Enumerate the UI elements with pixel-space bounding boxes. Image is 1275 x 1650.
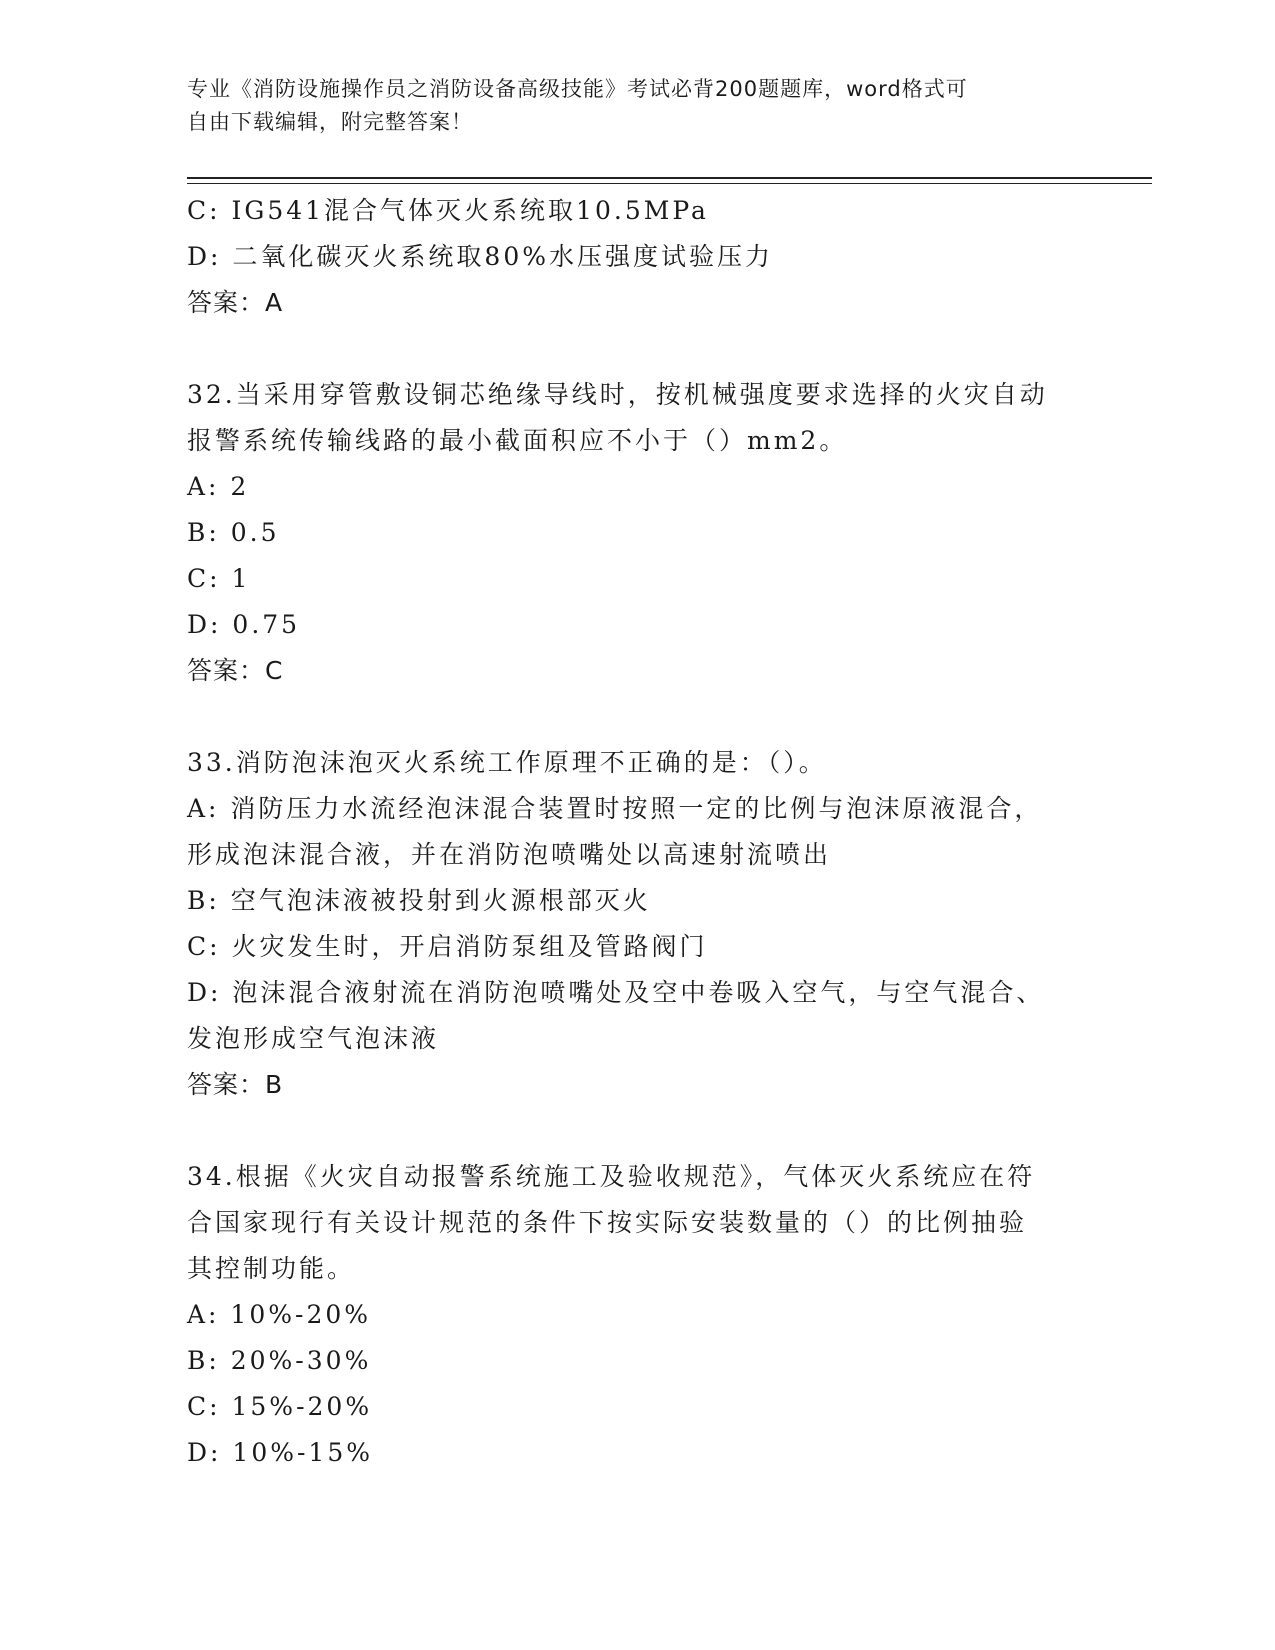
header-rule-thin: [187, 183, 1152, 184]
question-text: 其控制功能。: [187, 1254, 356, 1283]
question-text: 33.消防泡沫泡灭火系统工作原理不正确的是：（）。: [187, 748, 827, 777]
header-line-2: 自由下载编辑，附完整答案！: [187, 110, 473, 134]
option-d: D: 泡沫混合液射流在消防泡喷嘴处及空中卷吸入空气，与空气混合、: [187, 978, 1045, 1007]
option-d: D: 二氧化碳灭火系统取80%水压强度试验压力: [187, 242, 773, 271]
question-text: 32.当采用穿管敷设铜芯绝缘导线时，按机械强度要求选择的火灾自动: [187, 380, 1048, 409]
option-b: B: 20%-30%: [187, 1346, 372, 1375]
answer: 答案：B: [187, 1070, 284, 1099]
answer: 答案：C: [187, 656, 284, 685]
option-d-continued: 发泡形成空气泡沫液: [187, 1024, 440, 1053]
page-header: [187, 73, 1067, 139]
question-text: 合国家现行有关设计规范的条件下按实际安装数量的（）的比例抽验: [187, 1208, 1028, 1237]
option-c: C: IG541混合气体灭火系统取10.5MPa: [187, 196, 709, 225]
option-b: B: 0.5: [187, 518, 280, 547]
option-c: C: 火灾发生时，开启消防泵组及管路阀门: [187, 932, 708, 961]
answer: 答案：A: [187, 288, 284, 317]
option-a-continued: 形成泡沫混合液，并在消防泡喷嘴处以高速射流喷出: [187, 840, 832, 869]
question-text: 报警系统传输线路的最小截面积应不小于（）mm2。: [187, 426, 848, 455]
header-line-1: 专业《消防设施操作员之消防设备高级技能》考试必背200题题库，word格式可: [187, 77, 968, 101]
question-32: [187, 372, 1087, 694]
option-a: A: 2: [187, 472, 250, 501]
question-33: [187, 740, 1087, 1108]
option-d: D: 0.75: [187, 610, 301, 639]
option-c: C: 15%-20%: [187, 1392, 373, 1421]
question-34: [187, 1154, 1087, 1476]
option-b: B: 空气泡沫液被投射到火源根部灭火: [187, 886, 651, 915]
option-c: C: 1: [187, 564, 251, 593]
header-rule-thick: [187, 177, 1152, 179]
question-text: 34.根据《火灾自动报警系统施工及验收规范》，气体灭火系统应在符: [187, 1162, 1036, 1191]
option-d: D: 10%-15%: [187, 1438, 373, 1467]
document-body: [187, 188, 1087, 1476]
option-a: A: 消防压力水流经泡沫混合装置时按照一定的比例与泡沫原液混合，: [187, 794, 1043, 823]
option-a: A: 10%-20%: [187, 1300, 372, 1329]
question-31-tail: [187, 188, 1087, 326]
